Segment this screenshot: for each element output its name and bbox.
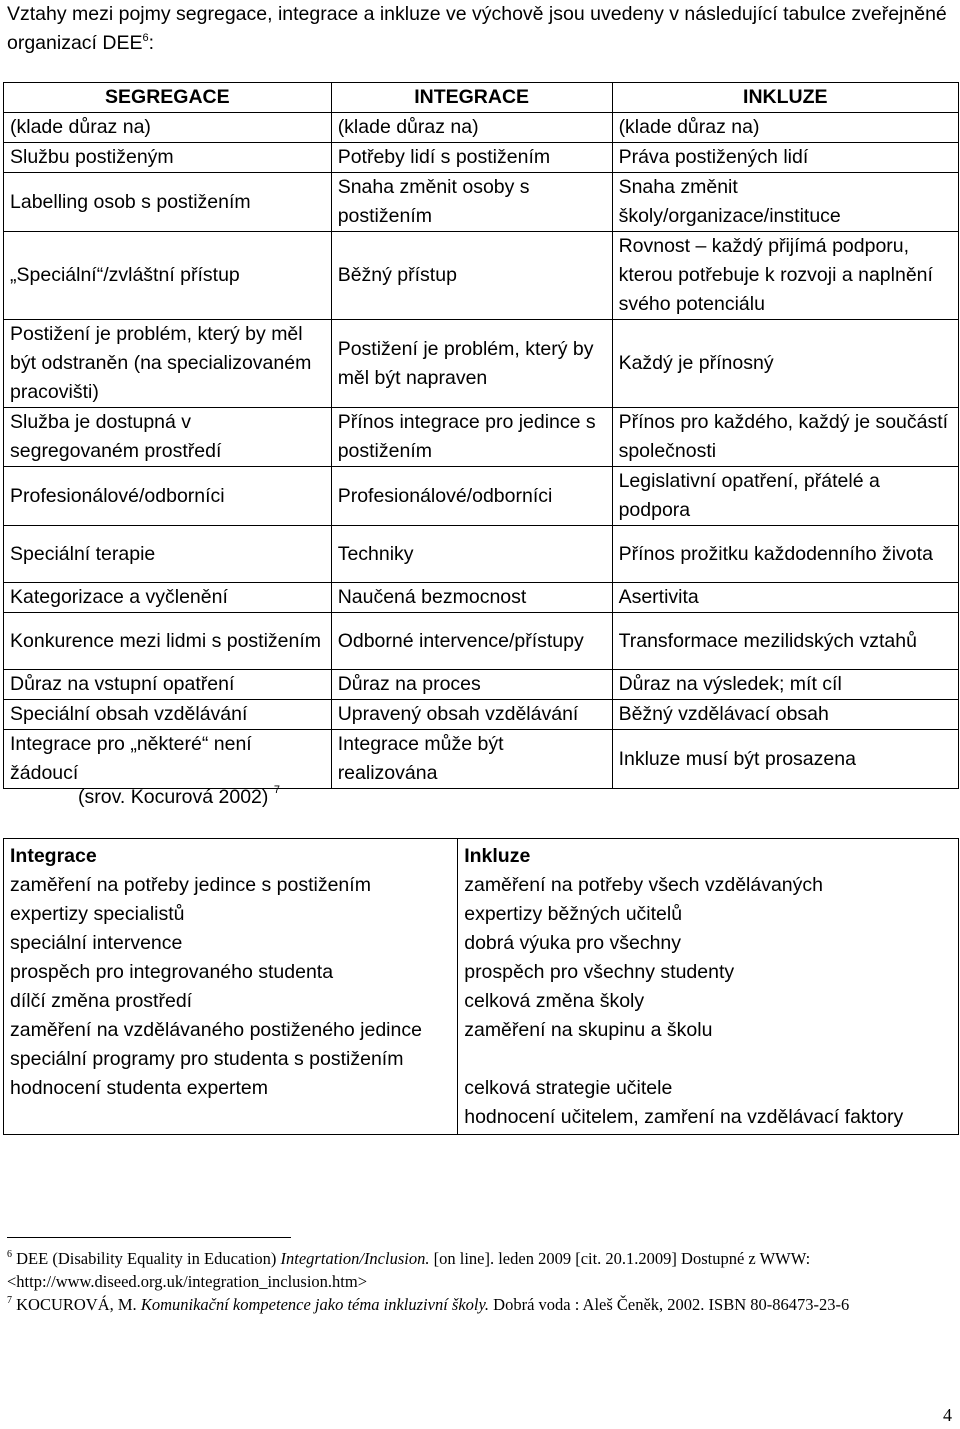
table-cell: Naučená bezmocnost xyxy=(331,583,612,613)
table-row xyxy=(4,526,959,583)
table-cell: Konkurence mezi lidmi s postižením xyxy=(4,613,332,670)
list-item: speciální intervence xyxy=(10,932,183,954)
table-cell: Odborné intervence/přístupy xyxy=(331,613,612,670)
intro-paragraph xyxy=(7,0,957,58)
table-cell: Přínos pro každého, každý je součástí společnosti xyxy=(612,408,958,467)
table-cell: Důraz na proces xyxy=(331,670,612,700)
citation-text: (srov. Kocurová 2002) xyxy=(78,786,269,808)
list-item: hodnocení učitelem, zamření na vzdělávací faktory xyxy=(464,1106,904,1128)
list-item: zaměření na potřeby jedince s postižením xyxy=(10,874,371,896)
footnote-7 xyxy=(7,1293,952,1316)
list-item: zaměření na potřeby všech vzdělávaných xyxy=(464,874,823,896)
table-cell: Profesionálové/odborníci xyxy=(4,467,332,526)
table-cell: „Speciální“/zvláštní přístup xyxy=(4,232,332,320)
footnote-text: [on line]. leden 2009 [cit. 20.1.2009] Dostupné z WWW: <http://www.diseed.org.uk/integration_inclusion.htm> xyxy=(7,1249,811,1291)
table-row xyxy=(4,467,959,526)
footnote-title: Komunikační kompetence jako téma inkluzivní školy. xyxy=(140,1295,490,1314)
list-item: expertizy specialistů xyxy=(10,903,185,925)
footnote-ref-7[interactable]: 7 xyxy=(273,784,280,796)
table-row xyxy=(4,232,959,320)
table-cell: Službu postiženým xyxy=(4,143,332,173)
table-cell: Profesionálové/odborníci xyxy=(331,467,612,526)
comparison-table xyxy=(3,82,959,789)
footnote-6 xyxy=(7,1247,952,1293)
table-cell: Integrace pro „některé“ není žádoucí xyxy=(4,730,332,789)
list-item: dobrá výuka pro všechny xyxy=(464,932,682,954)
source-citation xyxy=(78,783,280,812)
table-cell: Postižení je problém, který by měl být napraven xyxy=(331,320,612,408)
table-cell: Důraz na vstupní opatření xyxy=(4,670,332,700)
footnote-number: 6 xyxy=(7,1249,12,1260)
footnote-title: Integrtation/Inclusion. xyxy=(280,1249,430,1268)
footnote-ref-6[interactable]: 6 xyxy=(142,32,149,44)
table-cell: Integrace může být realizována xyxy=(331,730,612,789)
intro-tail: : xyxy=(148,32,155,54)
inkluze-column xyxy=(458,839,959,1135)
footnote-text: Dobrá voda : Aleš Čeněk, 2002. ISBN 80-86473-23-6 xyxy=(493,1295,850,1314)
table-cell: Služba je dostupná v segregovaném prostředí xyxy=(4,408,332,467)
integrace-list xyxy=(10,842,451,1103)
table-row xyxy=(4,839,959,1135)
table-cell: Asertivita xyxy=(612,583,958,613)
table-cell: Upravený obsah vzdělávání xyxy=(331,700,612,730)
column-title: Integrace xyxy=(10,845,97,867)
table-row xyxy=(4,143,959,173)
page-number: 4 xyxy=(943,1405,952,1425)
table-cell: Speciální terapie xyxy=(4,526,332,583)
footnote-number: 7 xyxy=(7,1295,12,1306)
list-item: zaměření na skupinu a školu xyxy=(464,1019,713,1041)
footnotes xyxy=(7,1247,952,1316)
intro-text: Vztahy mezi pojmy segregace, integrace a inkluze ve výchově jsou uvedeny v následující tabulce zveřejněné organizací DEE xyxy=(7,3,947,54)
table-cell: Inkluze musí být prosazena xyxy=(612,730,958,789)
footnote-text: DEE (Disability Equality in Education) xyxy=(16,1249,277,1268)
inkluze-list xyxy=(464,842,952,1132)
list-item: speciální programy pro studenta s postižením xyxy=(10,1048,404,1070)
header-integrace: INTEGRACE xyxy=(331,83,612,113)
table-cell: Důraz na výsledek; mít cíl xyxy=(612,670,958,700)
table-row xyxy=(4,320,959,408)
table-cell: Rovnost – každý přijímá podporu, kterou potřebuje k rozvoji a naplnění svého potenciálu xyxy=(612,232,958,320)
table-cell: Přínos integrace pro jedince s postižením xyxy=(331,408,612,467)
integration-vs-inclusion-table xyxy=(3,838,959,1135)
table-cell: Snaha změnit osoby s postižením xyxy=(331,173,612,232)
table-cell: Kategorizace a vyčlenění xyxy=(4,583,332,613)
table-cell: Postižení je problém, který by měl být odstraněn (na specializovaném pracovišti) xyxy=(4,320,332,408)
list-item: hodnocení studenta expertem xyxy=(10,1077,269,1099)
table-cell: Speciální obsah vzdělávání xyxy=(4,700,332,730)
table-cell: (klade důraz na) xyxy=(612,113,958,143)
table-header-row xyxy=(4,83,959,113)
table-row xyxy=(4,113,959,143)
table-row xyxy=(4,583,959,613)
list-item: prospěch pro všechny studenty xyxy=(464,961,735,983)
integrace-column xyxy=(4,839,458,1135)
table-row xyxy=(4,613,959,670)
header-inkluze: INKLUZE xyxy=(612,83,958,113)
table-cell: Každý je přínosný xyxy=(612,320,958,408)
table-cell: Labelling osob s postižením xyxy=(4,173,332,232)
table-cell: Snaha změnit školy/organizace/instituce xyxy=(612,173,958,232)
list-item: prospěch pro integrovaného studenta xyxy=(10,961,334,983)
list-item: expertizy běžných učitelů xyxy=(464,903,683,925)
table-cell: Práva postižených lidí xyxy=(612,143,958,173)
list-item: zaměření na vzdělávaného postiženého jedince xyxy=(10,1019,422,1041)
column-title: Inkluze xyxy=(464,845,531,867)
table-cell: Běžný přístup xyxy=(331,232,612,320)
table-cell: Transformace mezilidských vztahů xyxy=(612,613,958,670)
header-segregace: SEGREGACE xyxy=(4,83,332,113)
table-cell: Techniky xyxy=(331,526,612,583)
table-cell: Potřeby lidí s postižením xyxy=(331,143,612,173)
list-item: celková strategie učitele xyxy=(464,1077,673,1099)
table-cell: (klade důraz na) xyxy=(331,113,612,143)
table-cell: Legislativní opatření, přátelé a podpora xyxy=(612,467,958,526)
list-item: dílčí změna prostředí xyxy=(10,990,193,1012)
table-row xyxy=(4,700,959,730)
footnote-text: KOCUROVÁ, M. xyxy=(16,1295,137,1314)
table-row xyxy=(4,730,959,789)
table-row xyxy=(4,173,959,232)
footnote-divider xyxy=(7,1237,291,1238)
table-cell: Přínos prožitku každodenního života xyxy=(612,526,958,583)
table-cell: Běžný vzdělávací obsah xyxy=(612,700,958,730)
table-row xyxy=(4,670,959,700)
table-cell: (klade důraz na) xyxy=(4,113,332,143)
table-row xyxy=(4,408,959,467)
list-item: celková změna školy xyxy=(464,990,645,1012)
